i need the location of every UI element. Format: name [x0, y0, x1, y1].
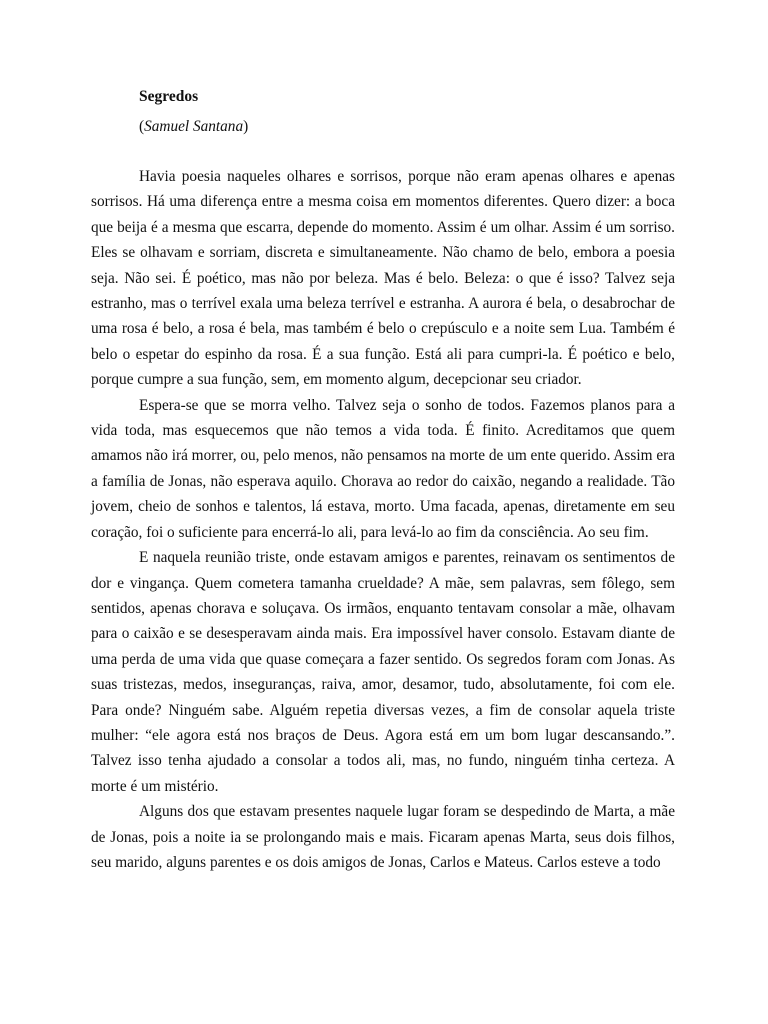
- author-name: Samuel Santana: [144, 118, 244, 135]
- paragraph: Alguns dos que estavam presentes naquele lugar foram se despedindo de Marta, a mãe de Jonas, pois a noite ia se prolongando mais e mais. Ficaram apenas Marta, seus dois filhos, seu marido, alguns parentes e os dois amigos de Jonas, Carlos e Mateus. Carlos esteve a todo: [91, 803, 675, 871]
- author-open-paren: (: [139, 118, 145, 135]
- paragraph: Havia poesia naqueles olhares e sorrisos, porque não eram apenas olhares e apenas sorrisos. Há uma diferença entre a mesma coisa em momentos diferentes. Quero dizer: a boca que beija é a mesma que escarra, depende do momento. Assim é um olhar. Assim é um sorriso. Eles se olhavam e sorriam, discreta e simultaneamente. Não chamo de belo, embora a poesia seja. Não sei. É poético, mas não por beleza. Mas é belo. Beleza: o que é isso? Talvez seja estranho, mas o terrível exala uma beleza terrível e estranha. A aurora é bela, o desabrochar de uma rosa é belo, a rosa é bela, mas também é belo o crepúsculo e a noite sem Lua. Também é belo o espetar do espinho da rosa. É a sua função. Está ali para cumpri-la. É poético e belo, porque cumpre a sua função, sem, em momento algum, decepcionar seu criador.: [91, 168, 675, 389]
- author-close-paren: ): [243, 118, 249, 135]
- paragraph: E naquela reunião triste, onde estavam amigos e parentes, reinavam os sentimentos de dor e vingança. Quem cometera tamanha crueldade? A mãe, sem palavras, sem fôlego, sem sentidos, apenas chorava e soluçava. Os irmãos, enquanto tentavam consolar a mãe, olhavam para o caixão e se desesperavam ainda mais. Era impossível haver consolo. Estavam diante de uma perda de uma vida que quase começara a fazer sentido. Os segredos foram com Jonas. As suas tristezas, medos, inseguranças, raiva, amor, desamor, tudo, absolutamente, foi com ele. Para onde? Ninguém sabe. Alguém repetia diversas vezes, a fim de consolar aquela triste mulher: “ele agora está nos braços de Deus. Agora está em um bom lugar descansando.”. Talvez isso tenha ajudado a consolar a todos ali, mas, no fundo, ninguém tinha certeza. A morte é um mistério.: [91, 549, 675, 795]
- paragraph: Espera-se que se morra velho. Talvez seja o sonho de todos. Fazemos planos para a vida toda, mas esquecemos que não temos a vida toda. É finito. Acreditamos que quem amamos não irá morrer, ou, pelo menos, não pensamos na morte de um ente querido. Assim era a família de Jonas, não esperava aquilo. Chorava ao redor do caixão, negando a realidade. Tão jovem, cheio de sonhos e talentos, lá estava, morto. Uma facada, apenas, diretamente em seu coração, foi o suficiente para encerrá-lo ali, para levá-lo ao fim da consciência. Ao seu fim.: [91, 396, 675, 541]
- document-title: Segredos: [139, 88, 199, 105]
- author-line: [139, 118, 248, 136]
- document-body: [91, 164, 675, 875]
